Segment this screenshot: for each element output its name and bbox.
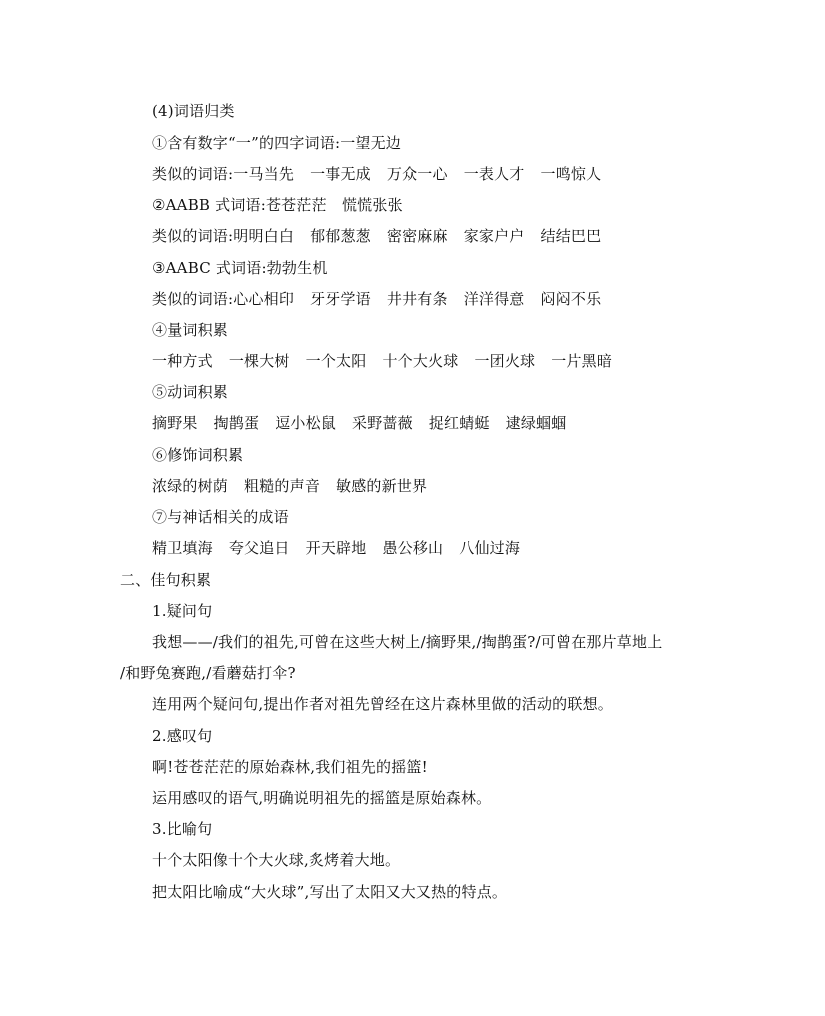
word: 一马当先 — [233, 165, 295, 183]
question-sentence-heading: 1.疑问句 — [152, 602, 213, 620]
metaphor-sentence-note: 把太阳比喻成“大火球”,写出了太阳又大又热的特点。 — [152, 883, 508, 901]
word: 一片黑暗 — [551, 352, 613, 370]
item1-similar-line — [152, 164, 601, 184]
word: 心心相印 — [233, 290, 295, 308]
item6-words — [152, 476, 427, 496]
metaphor-sentence-text: 十个太阳像十个大火球,炙烤着大地。 — [152, 851, 401, 869]
item3-heading: ③AABC 式词语:勃勃生机 — [152, 259, 328, 277]
similar-label: 类似的词语: — [152, 290, 234, 308]
item5-heading: ⑤动词积累 — [152, 383, 229, 401]
exclamation-sentence-heading: 2.感叹句 — [152, 727, 213, 745]
similar-label: 类似的词语: — [152, 165, 234, 183]
word: 结结巴巴 — [540, 227, 602, 245]
metaphor-sentence-heading: 3.比喻句 — [152, 820, 213, 838]
word: 一棵大树 — [228, 352, 290, 370]
word: 十个大火球 — [382, 352, 459, 370]
similar-label: 类似的词语: — [152, 227, 234, 245]
word: 郁郁葱葱 — [310, 227, 371, 245]
item4-heading: ④量词积累 — [152, 321, 229, 339]
word: 开天辟地 — [305, 539, 367, 557]
word: 一表人才 — [463, 165, 525, 183]
item1-heading: ①含有数字“一”的四字词语:一望无边 — [152, 134, 401, 152]
word: 明明白白 — [233, 227, 295, 245]
section2-title: 二、佳句积累 — [120, 571, 212, 589]
word: 一种方式 — [152, 352, 213, 370]
word: 精卫填海 — [152, 539, 213, 557]
word: 一事无成 — [310, 165, 371, 183]
word: 摘野果 — [152, 414, 198, 432]
word: 愚公移山 — [382, 539, 444, 557]
word: 一团火球 — [474, 352, 536, 370]
word: 粗糙的声音 — [244, 477, 321, 495]
word: 逮绿蝈蝈 — [505, 414, 567, 432]
word: 逗小松鼠 — [275, 414, 337, 432]
word: 浓绿的树荫 — [152, 477, 229, 495]
word: 夸父追日 — [228, 539, 290, 557]
item3-similar-line — [152, 289, 601, 309]
word: 掏鹊蛋 — [213, 414, 260, 432]
exclamation-sentence-text: 啊!苍苍茫茫的原始森林,我们祖先的摇篮! — [152, 758, 428, 776]
word: 一鸣惊人 — [540, 165, 602, 183]
word: 一个太阳 — [305, 352, 367, 370]
exclamation-sentence-note: 运用感叹的语气,明确说明祖先的摇篮是原始森林。 — [152, 789, 492, 807]
word: 牙牙学语 — [310, 290, 371, 308]
word: 闷闷不乐 — [540, 290, 602, 308]
word: 万众一心 — [386, 165, 448, 183]
word: 八仙过海 — [459, 539, 521, 557]
item6-heading: ⑥修饰词积累 — [152, 446, 244, 464]
item2-heading: ②AABB 式词语:苍苍茫茫 慌慌张张 — [152, 196, 403, 214]
section4-title: (4)词语归类 — [152, 102, 235, 120]
question-sentence-line2: /和野兔赛跑,/看蘑菇打伞? — [120, 664, 296, 682]
word: 密密麻麻 — [386, 227, 448, 245]
item7-heading: ⑦与神话相关的成语 — [152, 508, 289, 526]
item4-words — [152, 351, 612, 371]
word: 井井有条 — [386, 290, 448, 308]
item5-words — [152, 413, 566, 433]
word: 家家户户 — [463, 227, 525, 245]
item7-words — [152, 538, 520, 558]
word: 采野蔷薇 — [352, 414, 413, 432]
word: 捉红蜻蜓 — [428, 414, 490, 432]
item2-similar-line — [152, 226, 601, 246]
word: 洋洋得意 — [463, 290, 525, 308]
question-sentence-line1: 我想——/我们的祖先,可曾在这些大树上/摘野果,/掏鹊蛋?/可曾在那片草地上 — [152, 633, 663, 651]
word: 敏感的新世界 — [336, 477, 428, 495]
question-sentence-note: 连用两个疑问句,提出作者对祖先曾经在这片森林里做的活动的联想。 — [152, 695, 613, 713]
